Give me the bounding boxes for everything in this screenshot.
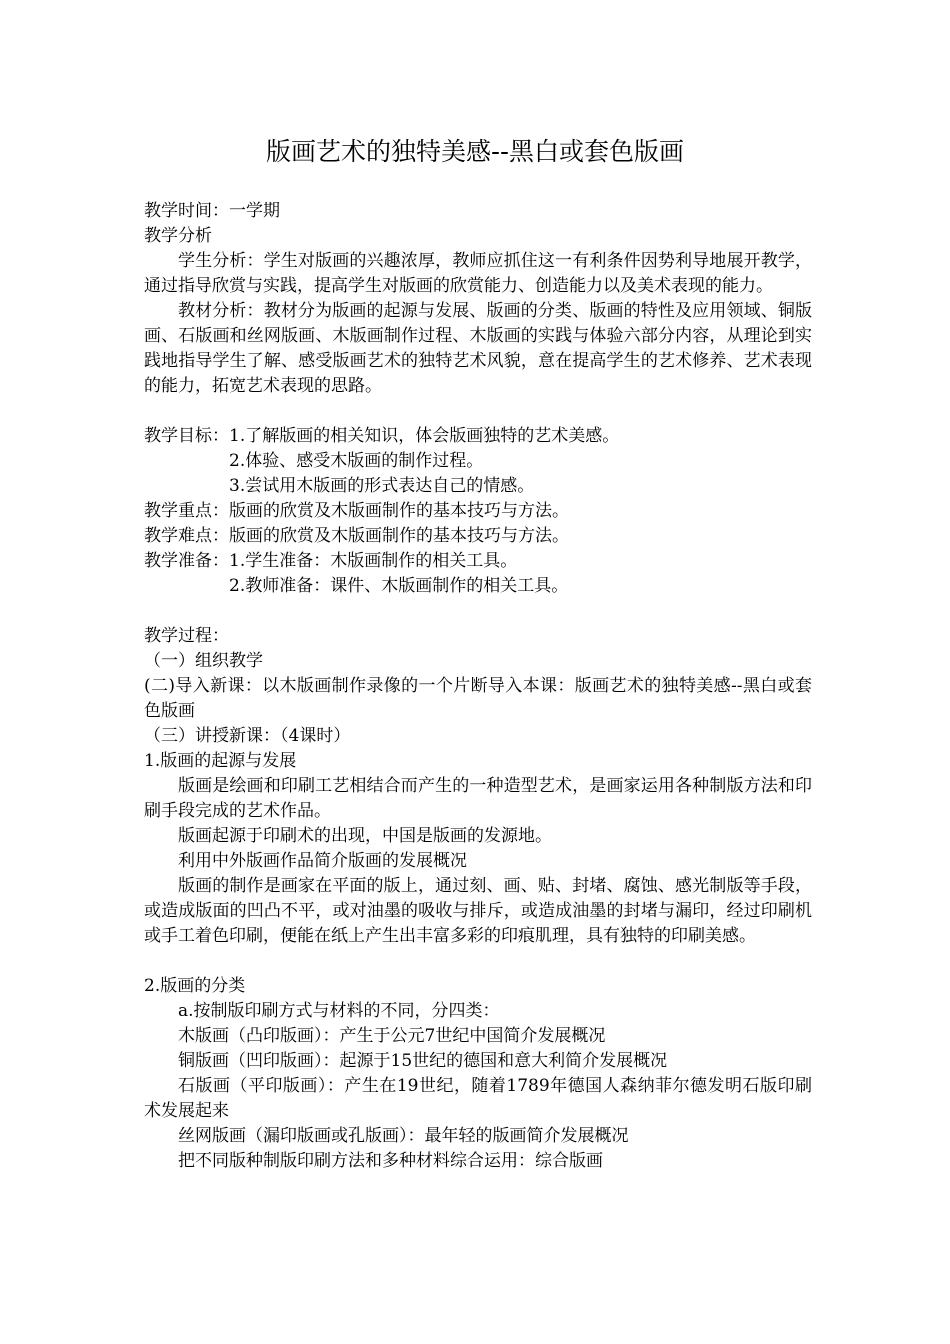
section-paragraph: 木版画（凸印版画）：产生于公元7世纪中国简介发展概况: [178, 1026, 606, 1046]
difficulty: 教学难点：版画的欣赏及木版画制作的基本技巧与方法。: [144, 526, 569, 546]
section-heading: 2.版画的分类: [144, 976, 246, 996]
teaching-preparation: [144, 549, 812, 599]
document-body: [144, 199, 812, 1174]
goal-item: 3.尝试用木版画的形式表达自己的情感。: [229, 476, 535, 496]
spacer: [144, 949, 812, 974]
preparation-label: 教学准备：: [144, 551, 229, 571]
teaching-goals: [144, 424, 812, 499]
preparation-list: [229, 549, 812, 599]
section-paragraph: 把不同版种制版印刷方法和多种材料综合运用：综合版画: [178, 1151, 603, 1171]
goals-label: 教学目标：: [144, 426, 229, 446]
preparation-item: 1.学生准备：木版画制作的相关工具。: [229, 551, 518, 571]
section-paragraph: 版画的制作是画家在平面的版上，通过刻、画、贴、封堵、腐蚀、感光制版等手段，或造成版面的凹凸不平，或对油墨的吸收与排斥，或造成油墨的封堵与漏印，经过印刷机或手工着色印刷，便能在纸上产生出丰富多彩的印痕肌理，具有独特的印刷美感。: [144, 876, 812, 946]
analysis-heading: 教学分析: [144, 226, 212, 246]
goals-list: [229, 424, 812, 499]
process-step: （三）讲授新课：（4课时）: [144, 726, 351, 746]
key-point: 教学重点：版画的欣赏及木版画制作的基本技巧与方法。: [144, 501, 569, 521]
section-paragraph: 版画是绘画和印刷工艺相结合而产生的一种造型艺术，是画家运用各种制版方法和印刷手段完成的艺术作品。: [144, 776, 812, 821]
material-analysis: 教材分析：教材分为版画的起源与发展、版画的分类、版画的特性及应用领域、铜版画、石版画和丝网版画、木版画制作过程、木版画的实践与体验六部分内容，从理论到实践地指导学生了解、感受版画艺术的独特艺术风貌，意在提高学生的艺术修养、艺术表现的能力，拓宽艺术表现的思路。: [144, 301, 812, 396]
document-title: 版画艺术的独特美感--黑白或套色版画: [265, 137, 685, 166]
student-analysis: 学生分析：学生对版画的兴趣浓厚，教师应抓住这一有利条件因势利导地展开教学，通过指导欣赏与实践，提高学生对版画的欣赏能力、创造能力以及美术表现的能力。: [144, 251, 812, 296]
process-step: (二)导入新课：以木版画制作录像的一个片断导入本课：版画艺术的独特美感--黑白或套色版画: [144, 676, 812, 721]
preparation-item: 2.教师准备：课件、木版画制作的相关工具。: [229, 576, 569, 596]
goal-item: 1.了解版画的相关知识，体会版画独特的艺术美感。: [229, 426, 620, 446]
section-heading: 1.版画的起源与发展: [144, 751, 297, 771]
teaching-time: 教学时间：一学期: [144, 201, 280, 221]
section-paragraph: 石版画（平印版画）：产生在19世纪，随着1789年德国人森纳菲尔德发明石版印刷术发展起来: [144, 1076, 812, 1121]
process-step: （一）组织教学: [144, 651, 263, 671]
spacer: [144, 399, 812, 424]
process-heading: 教学过程：: [144, 626, 229, 646]
section-paragraph: 丝网版画（漏印版画或孔版画）：最年轻的版画简介发展概况: [178, 1126, 629, 1146]
section-paragraph: 铜版画（凹印版画）：起源于15世纪的德国和意大利简介发展概况: [178, 1051, 668, 1071]
spacer: [144, 599, 812, 624]
section-paragraph: 版画起源于印刷术的出现，中国是版画的发源地。: [178, 826, 552, 846]
section-paragraph: a.按制版印刷方式与材料的不同，分四类：: [178, 1001, 500, 1021]
section-paragraph: 利用中外版画作品简介版画的发展概况: [178, 851, 467, 871]
goal-item: 2.体验、感受木版画的制作过程。: [229, 451, 484, 471]
